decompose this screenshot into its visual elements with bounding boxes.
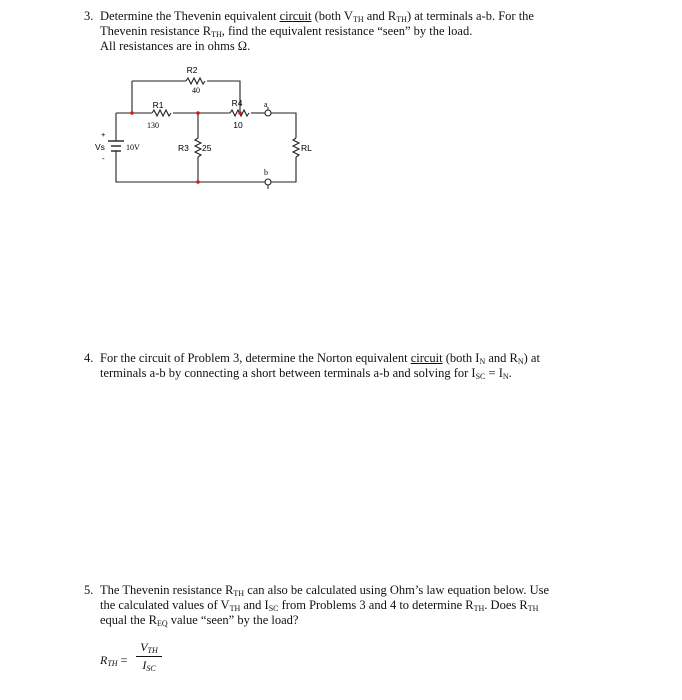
r2-value: 40 <box>192 86 200 95</box>
r4-label: R4 <box>231 98 243 108</box>
terminal-a-label: a <box>264 100 268 109</box>
r1-resistor <box>152 110 171 116</box>
source-value: 10V <box>126 143 140 152</box>
problem-4 <box>84 351 540 381</box>
circuit-link[interactable]: circuit <box>279 9 312 23</box>
problem-4-line-2: terminals a-b by connecting a short between terminals a-b and solving for $I_{SC} = I_N$. <box>100 366 512 381</box>
r2-label: R2 <box>186 65 198 75</box>
rl-resistor <box>293 138 299 157</box>
problem-5-number: 5. <box>84 583 94 597</box>
formula-numerator: $V_{TH}$ <box>140 640 158 655</box>
source-plus: + <box>101 130 106 139</box>
circuit-link[interactable]: circuit <box>410 351 443 365</box>
problem-5 <box>84 583 549 628</box>
problem-5-line-1: The Thevenin resistance $R_{TH}$ can also be calculated using Ohm’s law equation below. Use <box>100 583 550 598</box>
terminal-b-label: b <box>264 168 268 177</box>
problem-3 <box>84 9 534 54</box>
problem-5-line-3: equal the $R_{EQ}$ value “seen” by the load? <box>100 613 299 628</box>
problem-3-line-1: Determine the Thevenin equivalent circuit (both $V_{TH}$ and $R_{TH}$) at terminals a-b. For the <box>100 9 534 24</box>
terminal-b <box>265 179 271 185</box>
r3-label: R3 <box>178 143 189 153</box>
r4-value: 10 <box>233 120 243 130</box>
problem-3-line-3: All resistances are in ohms Ω. <box>100 39 251 53</box>
r1-label: R1 <box>152 100 164 110</box>
source-minus: - <box>102 154 105 163</box>
fraction-bar <box>136 656 162 657</box>
formula-lhs: $R_{TH}$ = <box>100 653 128 668</box>
circuit-diagram <box>92 58 332 196</box>
terminal-a <box>265 110 271 116</box>
source-label: Vs <box>95 142 105 152</box>
problem-3-number: 3. <box>84 9 94 23</box>
problem-4-number: 4. <box>84 351 94 365</box>
r1-value: 130 <box>147 121 159 130</box>
voltage-source <box>108 141 124 151</box>
r3-value: 25 <box>202 143 212 153</box>
rl-label: RL <box>301 143 312 153</box>
r3-resistor <box>195 138 201 157</box>
problem-4-line-1: For the circuit of Problem 3, determine the Norton equivalent circuit (both $I_N$ and $R_N$) at <box>100 351 540 366</box>
problem-5-line-2: the calculated values of $V_{TH}$ and $I_{SC}$ from Problems 3 and 4 to determine $R_{TH}$. Does $R_{TH}$ <box>100 598 539 613</box>
circuit-wires <box>116 78 299 182</box>
formula-denominator: $I_{SC}$ <box>142 658 156 673</box>
formula-fraction <box>136 640 162 673</box>
problem-3-line-2: Thevenin resistance $R_{TH}$, find the equivalent resistance “seen” by the load. <box>100 24 473 39</box>
r2-resistor <box>186 78 205 84</box>
